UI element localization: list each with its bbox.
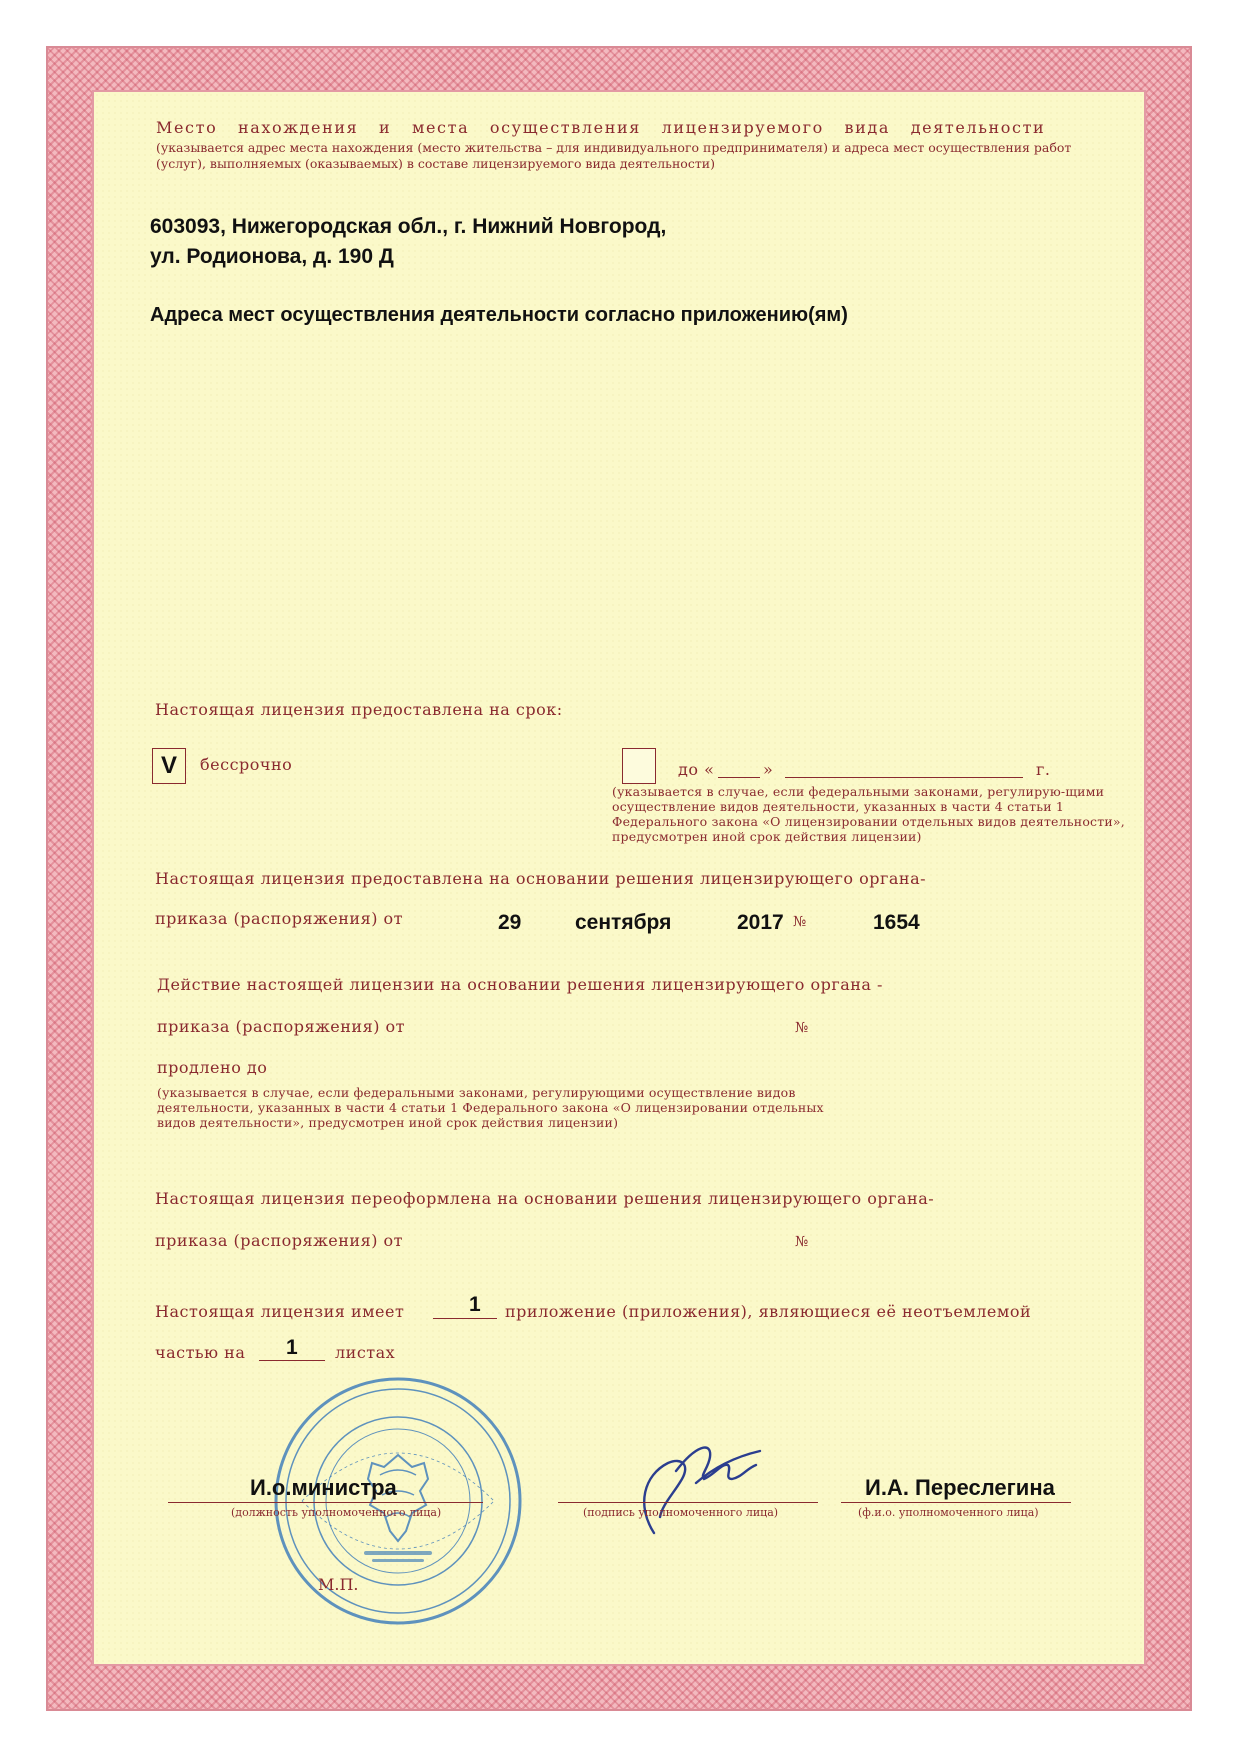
until-quote-close: » bbox=[763, 760, 774, 779]
unlimited-label: бессрочно bbox=[200, 755, 293, 774]
reissue-number-sign: № bbox=[795, 1234, 809, 1250]
reissue-line-2: приказа (распоряжения) от bbox=[155, 1231, 403, 1250]
handwritten-signature bbox=[616, 1435, 766, 1545]
until-checkbox bbox=[622, 748, 656, 784]
check-mark: V bbox=[160, 752, 177, 779]
term-note: (указывается в случае, если федеральными законами, регулирую-щими осуществление видов деятельности, указанных в части 4 статьи 1 Федерального закона «О лицензировании отдельных видов деятельности», предусмотрен иной срок действия лицензии) bbox=[612, 784, 1125, 844]
signer-name: И.А. Переслегина bbox=[865, 1475, 1055, 1500]
appendix-text-pre: Настоящая лицензия имеет bbox=[155, 1302, 405, 1321]
order-year: 2017 bbox=[737, 911, 784, 934]
name-caption: (ф.и.о. уполномоченного лица) bbox=[858, 1506, 1039, 1519]
extended-until-label: продлено до bbox=[157, 1058, 268, 1077]
extension-line-1: Действие настоящей лицензии на основании решения лицензирующего органа - bbox=[157, 975, 883, 994]
extension-number-sign: № bbox=[795, 1020, 809, 1036]
address-block bbox=[150, 212, 666, 272]
order-day: 29 bbox=[498, 911, 522, 934]
name-line bbox=[841, 1502, 1071, 1503]
order-month: сентября bbox=[575, 911, 672, 934]
basis-line-1: Настоящая лицензия предоставлена на основании решения лицензирующего органа- bbox=[155, 869, 927, 888]
term-label: Настоящая лицензия предоставлена на срок: bbox=[155, 700, 563, 719]
address-line-2: ул. Родионова, д. 190 Д bbox=[150, 245, 394, 268]
until-month-line bbox=[785, 777, 1023, 778]
address-line-1: 603093, Нижегородская обл., г. Нижний Новгород, bbox=[150, 215, 667, 238]
section-note-location: (указывается адрес места нахождения (место жительства – для индивидуального предпринимателя) и адреса мест осуществления работ (услуг), выполняемых (оказываемых) в составе лицензируемого вида деятельности) bbox=[156, 140, 1072, 171]
extension-line-2: приказа (распоряжения) от bbox=[157, 1017, 405, 1036]
signer-position: И.о.министра bbox=[250, 1475, 397, 1500]
sheets-text-pre: частью на bbox=[155, 1343, 246, 1362]
until-day-line bbox=[718, 777, 760, 778]
activity-places: Адреса мест осуществления деятельности согласно приложению(ям) bbox=[150, 304, 848, 326]
until-label: до « bbox=[678, 760, 715, 779]
reissue-line-1: Настоящая лицензия переоформлена на основании решения лицензирующего органа- bbox=[155, 1189, 935, 1208]
signature-line bbox=[558, 1502, 818, 1503]
number-sign: № bbox=[793, 914, 807, 930]
unlimited-checkbox bbox=[152, 748, 186, 784]
order-number: 1654 bbox=[873, 911, 920, 934]
seal-place-mark: М.П. bbox=[318, 1575, 359, 1594]
basis-line-2: приказа (распоряжения) от bbox=[155, 909, 403, 928]
extension-note: (указывается в случае, если федеральными законами, регулирующими осуществление видов деятельности, указанных в части 4 статьи 1 Федерального закона «О лицензировании отдельных видов деятельности», предусмотрен иной срок действия лицензии) bbox=[157, 1085, 824, 1130]
appendix-count-line bbox=[433, 1318, 497, 1319]
position-line bbox=[168, 1502, 483, 1503]
sheets-text-post: листах bbox=[335, 1343, 396, 1362]
official-stamp bbox=[272, 1375, 524, 1627]
sheets-count: 1 bbox=[286, 1336, 298, 1359]
section-title-location: Место нахождения и места осуществления лицензируемого вида деятельности bbox=[156, 118, 1046, 137]
position-caption: (должность уполномоченного лица) bbox=[231, 1506, 442, 1519]
signature-caption: (подпись уполномоченного лица) bbox=[583, 1506, 779, 1519]
appendix-text-post: приложение (приложения), являющиеся её неотъемлемой bbox=[505, 1302, 1032, 1321]
sheets-count-line bbox=[259, 1360, 325, 1361]
until-year-suffix: г. bbox=[1036, 760, 1051, 779]
appendix-count: 1 bbox=[469, 1293, 481, 1316]
